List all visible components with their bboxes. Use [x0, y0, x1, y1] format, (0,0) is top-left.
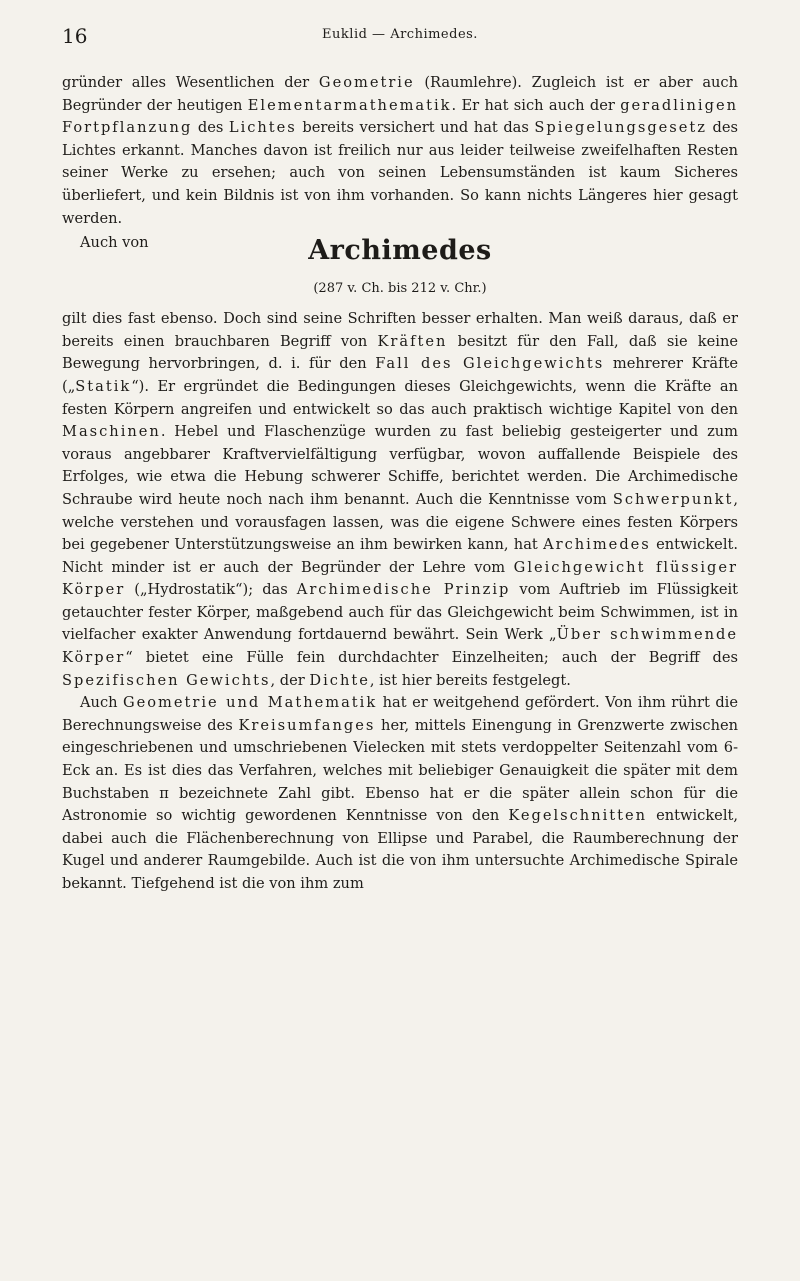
- spaced-term: Fall des Gleichgewichts: [375, 355, 605, 373]
- spaced-term: Lichtes: [228, 119, 297, 137]
- page-number: 16: [62, 24, 88, 48]
- spaced-term: Dichte: [309, 671, 370, 689]
- paragraph-euklid: gründer alles Wesentlichen der Geometrie (Raumlehre). Zugleich ist er aber auch Begründer der heutigen Elementarmathematik. Er hat sich auch der geradlinigen Fortpflanzung des Lichtes bereits versichert und hat das Spiegelungsgesetz des Lichtes erkannt. Manches davon ist freilich nur aus leider teilweise zweifelhaften Resten seiner Werke zu ersehen; auch von seinen Lebensumständen ist kaum Sicheres überliefert, und kein Bildnis ist von ihm vorhanden. So kann nichts Längeres hier gesagt werden.: [62, 74, 739, 227]
- spaced-term: Gleichgewicht flüssiger Körper: [62, 558, 739, 599]
- spaced-term: Spiegelungsgesetz: [534, 119, 707, 137]
- body-text: [62, 72, 738, 896]
- page-header: [62, 24, 738, 46]
- section-dates: (287 v. Ch. bis 212 v. Chr.): [313, 281, 487, 297]
- spaced-term: Statik: [75, 377, 132, 395]
- spaced-term: Archimedes: [543, 536, 651, 554]
- spaced-term: Maschinen: [62, 423, 161, 441]
- spaced-term: Schwerpunkt: [612, 490, 734, 508]
- spaced-term: Elementarmathematik: [247, 96, 452, 114]
- paragraph-archimedes-statics: gilt dies fast ebenso. Doch sind seine Schriften besser erhalten. Man weiß daraus, daß er bereits einen brauchbaren Begriff von Kräften besitzt für den Fall, daß sie keine Bewegung hervorbringen, d. i. für den Fall des Gleichgewichts mehrerer Kräfte („Statik“). Er ergründet die Bedingungen dieses Gleichgewichts, wenn die Kräfte an festen Körpern angreifen und entwickelt so das auch praktisch wichtige Kapitel von den Maschinen. Hebel und Flaschenzüge wurden zu fast beliebig gesteigerter und zum voraus angebbarer Kraftvervielfältigung verfügbar, wovon auffallende Beispiele des Erfolges, wie etwa die Hebung schwerer Schiffe, berichtet werden. Die Archimedische Schraube wird heute noch nach ihm benannt. Auch die Kenntnisse vom Schwerpunkt, welche verstehen und vorausfagen lassen, was die eigene Schwere eines festen Körpers bei gegebener Unterstützungsweise an ihm bewirken kann, hat Archimedes entwickelt. Nicht minder ist er auch der Begründer der Lehre vom Gleichgewicht flüssiger Körper („Hydrostatik“); das Archimedische Prinzip vom Auftrieb im Flüssigkeit getauchter fester Körper, maßgebend auch für das Gleichgewicht beim Schwimmen, ist in vielfacher exakter Anwendung fortdauernd bewährt. Sein Werk „Über schwimmende Körper“ bietet eine Fülle fein durchdachter Einzelheiten; auch der Begriff des Spezifischen Gewichts, der Dichte, ist hier bereits festgelegt.: [62, 310, 739, 689]
- running-head: Euklid — Archimedes.: [322, 27, 478, 42]
- section-heading: [62, 232, 738, 306]
- spaced-term: Geometrie: [318, 74, 415, 91]
- spaced-term: Kräften: [377, 332, 448, 350]
- spaced-term: Geometrie und Mathematik: [122, 694, 378, 712]
- spaced-term: Archimedische Prinzip: [296, 581, 511, 599]
- spaced-term: Kegelschnitten: [508, 807, 648, 825]
- spaced-term: Über schwimmende Körper: [62, 626, 738, 667]
- spaced-term: geradlinigen Fortpflanzung: [62, 96, 738, 137]
- spaced-term: Spezifischen Gewichts: [62, 671, 271, 689]
- heading-lead-in: Auch von: [80, 234, 149, 252]
- section-title: Archimedes: [308, 235, 492, 267]
- paragraph-archimedes-geometry: Auch Geometrie und Mathematik hat er weitgehend gefördert. Von ihm rührt die Berechnungsweise des Kreisumfanges her, mittels Einengung in Grenzwerte zwischen eingeschriebenen und umschriebenen Vielecken mit stets verdoppelter Seitenzahl vom 6-Eck an. Es ist dies das Verfahren, welches mit beliebiger Genauigkeit die später mit dem Buchstaben π bezeichnete Zahl gibt. Ebenso hat er die später allein schon für die Astronomie so wichtig gewordenen Kenntnisse von den Kegelschnitten entwickelt, dabei auch die Flächenberechnung von Ellipse und Parabel, die Raumberechnung der Kugel und anderer Raumgebilde. Auch ist die von ihm untersuchte Archimedische Spirale bekannt. Tiefgehend ist die von ihm zum: [62, 694, 738, 892]
- spaced-term: Kreisumfanges: [238, 716, 376, 734]
